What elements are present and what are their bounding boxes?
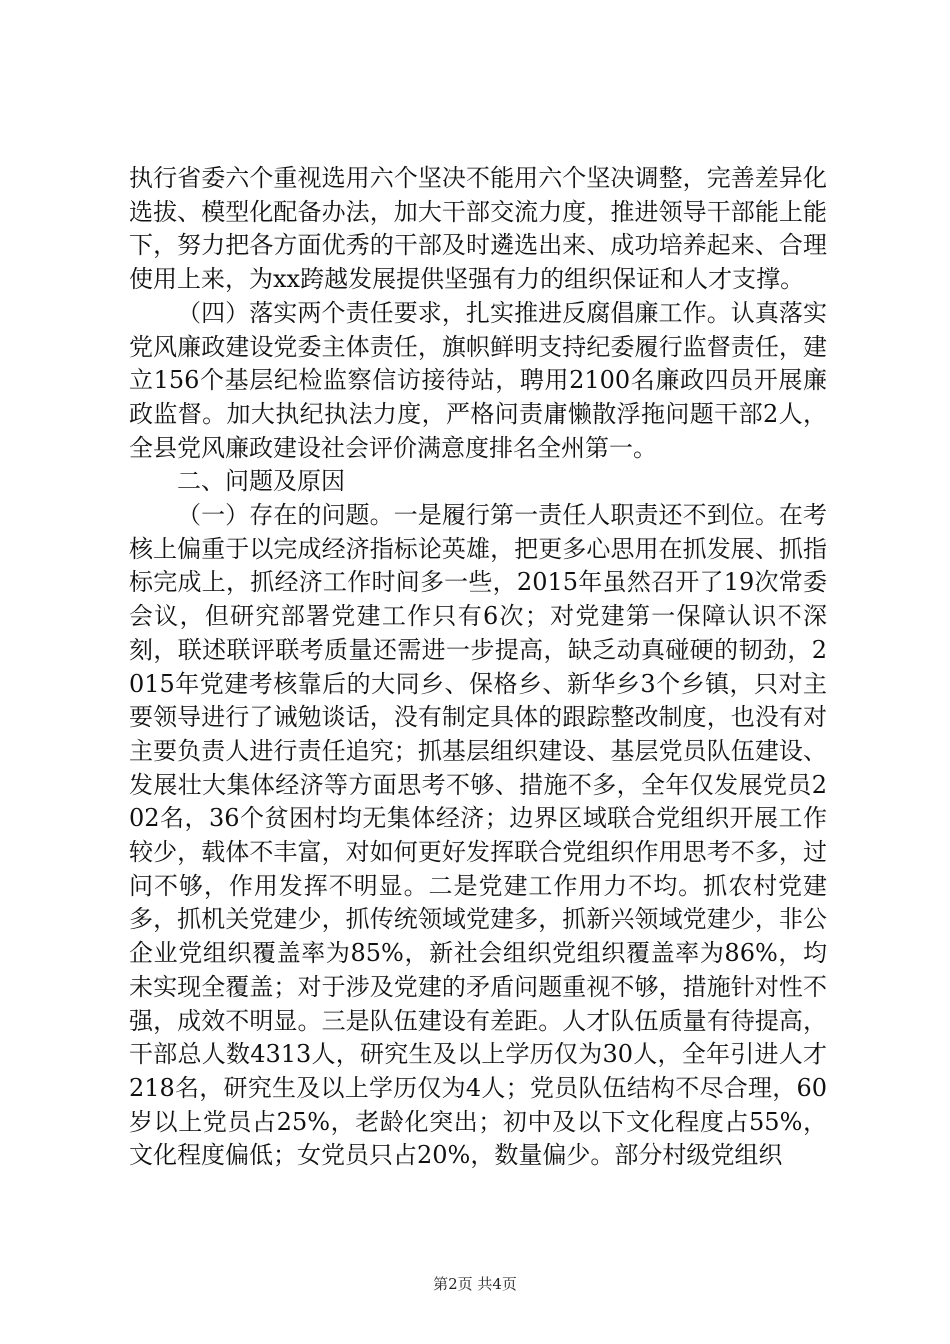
page-footer: 第2页 共4页 bbox=[433, 1275, 517, 1293]
document-body bbox=[129, 162, 827, 1173]
paragraph-cadre-selection: 执行省委六个重视选用六个坚决不能用六个坚决调整，完善差异化选拔、模型化配备办法，加大干部交流力度，推进领导干部能上能下，努力把各方面优秀的干部及时遴选出来、成功培养起来、合理使用上来，为xx跨越发展提供坚强有力的组织保证和人才支撑。 bbox=[129, 164, 827, 294]
section-heading-problems: 二、问题及原因 bbox=[177, 467, 345, 496]
paragraph-anti-corruption: （四）落实两个责任要求，扎实推进反腐倡廉工作。认真落实党风廉政建设党委主体责任，旗帜鲜明支持纪委履行监督责任，建立156个基层纪检监察信访接待站，聘用2100名廉政四员开展廉政监督。加大执纪执法力度，严格问责庸懒散浮拖问题干部2人，全县党风廉政建设社会评价满意度排名全州第一。 bbox=[129, 298, 827, 462]
paragraph-existing-problems: （一）存在的问题。一是履行第一责任人职责还不到位。在考核上偏重于以完成经济指标论英雄，把更多心思用在抓发展、抓指标完成上，抓经济工作时间多一些，2015年虽然召开了19次常委会议，但研究部署党建工作只有6次；对党建第一保障认识不深刻，联述联评联考质量还需进一步提高，缺乏动真碰硬的韧劲，2015年党建考核靠后的大同乡、保格乡、新华乡3个乡镇，只对主要领导进行了诫勉谈话，没有制定具体的跟踪整改制度，也没有对主要负责人进行责任追究；抓基层组织建设、基层党员队伍建设、发展壮大集体经济等方面思考不够、措施不多，全年仅发展党员202名，36个贫困村均无集体经济；边界区域联合党组织开展工作较少，载体不丰富，对如何更好发挥联合党组织作用思考不多，过问不够，作用发挥不明显。二是党建工作用力不均。抓农村党建多，抓机关党建少，抓传统领域党建多，抓新兴领域党建少，非公企业党组织覆盖率为85%，新社会组织党组织覆盖率为86%，均未实现全覆盖；对于涉及党建的矛盾问题重视不够，措施针对性不强，成效不明显。三是队伍建设有差距。人才队伍质量有待提高，干部总人数4313人，研究生及以上学历仅为30人，全年引进人才218名，研究生及以上学历仅为4人；党员队伍结构不尽合理，60岁以上党员占25%，老龄化突出；初中及以下文化程度占55%，文化程度偏低；女党员只占20%，数量偏少。部分村级党组织 bbox=[129, 501, 827, 1170]
